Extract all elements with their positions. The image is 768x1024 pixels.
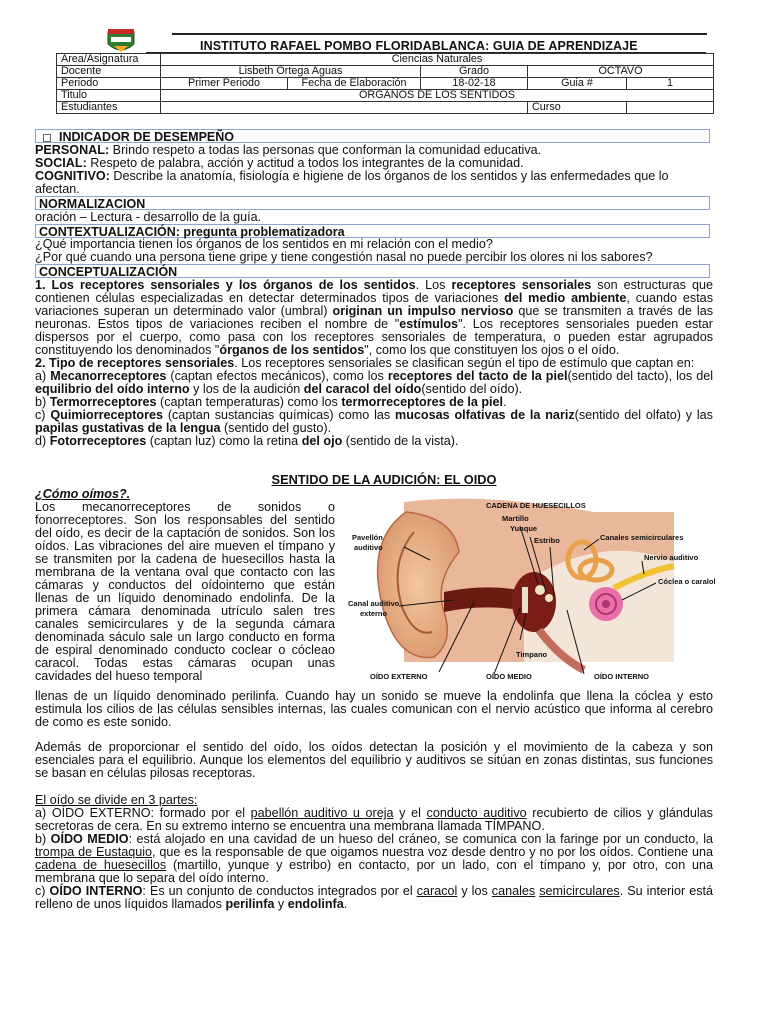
fecha-value: 18-02-18 [421,78,528,90]
item-c: c) Quimiorreceptores (captan sustancias químicas) como las mucosas olfativas de la nariz(sentido del olfato) y las papilas gustativas de la lengua (sentido del gusto). [35,408,713,435]
label-pabellon-2: auditivo [354,543,383,552]
fecha-label: Fecha de Elaboración [288,78,421,90]
partes-body [35,794,713,911]
header-rule-top [172,33,707,35]
label-estribo: Estribo [534,536,560,545]
label-canal-2: externo [360,609,388,618]
oido-externo-paragraph: a) OÍDO EXTERNO: formado por el pabellón auditivo u oreja y el conducto auditivo recubierto de cilios y glándulas secretoras de cera. En su extremo interno se encuentra una membrana llamada TÍMPANO. [35,806,713,833]
pregunta-2: ¿Por qué cuando una persona tiene gripe y tiene congestión nasal no puede percibir los olores ni los sabores? [35,250,653,264]
cognitivo-text: Describe la anatomía, fisiología e higiene de los órganos de los sentidos y las enfermedades que lo afectan. [35,169,669,196]
oido-medio-paragraph: b) OÍDO MEDIO: está alojado en una cavidad de un hueso del cráneo, se comunica con la faringe por un conducto, la trompa de Eustaquio, que es la responsable de que oigamos nuestra voz desde dentro y no por los oídos. Contiene una cadena de huesecillos (martillo, yunque y estribo) en contacto, por un lado, con el tímpano y, por otro, con una membrana que lo separa del oído interno. [35,832,714,885]
contextualizacion-header: CONTEXTUALIZACIÓN: pregunta problematizadora [35,224,710,238]
personal-label: PERSONAL: [35,143,110,157]
middle-ear-cavity [512,572,556,632]
grado-label: Grado [421,66,528,78]
estudiantes-field[interactable] [161,102,528,114]
item-d: d) Fotorreceptores (captan luz) como la retina del ojo (sentido de la vista). [35,434,459,448]
audicion-title: SENTIDO DE LA AUDICIÓN: EL OIDO [271,472,497,487]
cognitivo-label: COGNITIVO: [35,169,110,183]
label-yunque: Yunque [510,524,538,533]
label-timpano: Timpano [516,650,548,659]
label-canal-1: Canal auditivo [348,599,400,608]
item-a: a) Mecanorreceptores (captan efectos mecánicos), como los receptores del tacto de la piel(sentido del tacto), los del equilibrio del oído interno y los de la audición del caracol del oído(sentido del oído). [35,369,714,396]
como-oimos-column [35,488,335,683]
institution-title: INSTITUTO RAFAEL POMBO FLORIDABLANCA: GUIA DE APRENDIZAJE [200,39,638,53]
curso-label: Curso [528,102,627,114]
social-label: SOCIAL: [35,156,87,170]
oido-interno-paragraph: c) OÍDO INTERNO: Es un conjunto de conductos integrados por el caracol y los canales semicirculares. Su interior está relleno de unos líquidos llamados perilinfa y endolinfa. [35,884,714,911]
contextualizacion-body [35,238,713,264]
school-crest-logo [104,26,138,56]
label-oido-medio: OÍDO MEDIO [486,672,532,681]
estudiantes-label: Estudiantes [57,102,161,114]
guia-value: 1 [627,78,714,90]
como-oimos-text: Los mecanorreceptores de sonidos o fonorreceptores. Son los responsables del sentido del oído, es decir de la captación de sonidos. Son los oídos. Las vibraciones del aire mueven el tímpano y se transmiten por la cadena de huesecillos hasta la membrana de la ventana oval que contacto con las cámaras y conductos del oídointerno que están llenas de un líquido denominado endolinfa. De la primera cámara denominada utrículo salen tres canales semicirculares y de la segunda cámara denominada sáculo sale un largo conducto en forma de espiral denominado conducto coclear o cócleao caracol. Todas estas cámaras ocupan unas cavidades del hueso temporal [35,500,335,683]
area-value: Ciencias Naturales [161,54,714,66]
label-cadena: CADENA DE HUESECILLOS [486,501,586,510]
periodo-label: Periodo [57,78,161,90]
titulo-value: ORGANOS DE LOS SENTIDOS [161,90,714,102]
label-pabellon-1: Pavellón [352,533,383,542]
label-coclea: Cóclea o caralol [658,577,716,586]
label-nervio: Nervio auditivo [644,553,699,562]
normalizacion-text: oración – Lectura - desarrollo de la guía. [35,210,262,224]
label-oido-interno: OÍDO INTERNO [594,672,650,681]
receptores-paragraph: 1. Los receptores sensoriales y los órganos de los sentidos. Los receptores sensoriales son estructuras que contienen células especializadas en detectar determinados tipos de variaciones del medio ambiente, cuando estas variaciones superan un determinado valor (umbral) originan un impulso nervioso que se transmiten a través de las neuronas. Estos tipos de variaciones reciben el nombre de "estímulos". Los receptores sensoriales pueden estar dispersos por el cuerpo, como pasa con los receptores sensoriales de temperatura, o pueden estar agrupados constituyendo los denominados "órganos de los sentidos", como los que constituyen los ojos o el oído. [35,278,713,357]
titulo-label: Titulo [57,90,161,102]
periodo-value: Primer Periodo [161,78,288,90]
item-b: b) Termorreceptores (captan temperaturas) como los termorreceptores de la piel. [35,395,507,409]
label-martillo: Martillo [502,514,529,523]
info-table [56,53,714,114]
como-oimos-question: ¿Cómo oímos?. [35,487,131,501]
normalizacion-header: NORMALIZACION [35,196,710,210]
indicador-header [35,129,710,143]
area-label: Area/Asignatura [57,54,161,66]
grado-value: OCTAVO [528,66,714,78]
ear-anatomy-diagram [344,492,724,688]
tipos-paragraph: 2. Tipo de receptores sensoriales. Los receptores sensoriales se clasifican según el tipo de estímulo que captan en: [35,356,695,370]
label-oido-externo: OÍDO EXTERNO [370,672,428,681]
equilibrio-paragraph: Además de proporcionar el sentido del oído, los oídos detectan la posición y el movimiento de la cabeza y son esenciales para el equilibrio. Aunque los elementos del equilibrio y auditivos se sitúan en zonas distintas, sus funciones se basan en células pilosas receptoras. [35,740,713,780]
conceptualizacion-header: CONCEPTUALIZACIÓN [35,264,710,278]
guia-label: Guia # [528,78,627,90]
docente-value: Lisbeth Ortega Aguas [161,66,421,78]
partes-heading: El oído se divide en 3 partes: [35,793,198,807]
label-canales: Canales semicirculares [600,533,684,542]
pregunta-1: ¿Qué importancia tienen los órganos de los sentidos en mi relación con el medio? [35,237,493,251]
social-text: Respeto de palabra, acción y actitud a todos los integrantes de la comunidad. [86,156,524,170]
indicador-title: INDICADOR DE DESEMPEÑO [59,130,235,144]
checkbox-icon [43,134,51,142]
personal-text: Brindo respeto a todas las personas que conforman la comunidad educativa. [109,143,542,157]
docente-label: Docente [57,66,161,78]
audicion-full-text: llenas de un líquido denominado perilinfa. Cuando hay un sonido se mueve la endolinfa que llena la cóclea y esto estimula los cilios de las células sensibles internas, las cuales comunican con el nervio acústico que informa al cerebro de como es este sonido. [35,689,713,729]
indicador-body [35,144,713,196]
conceptualizacion-body [35,279,713,448]
curso-field[interactable] [627,102,714,114]
